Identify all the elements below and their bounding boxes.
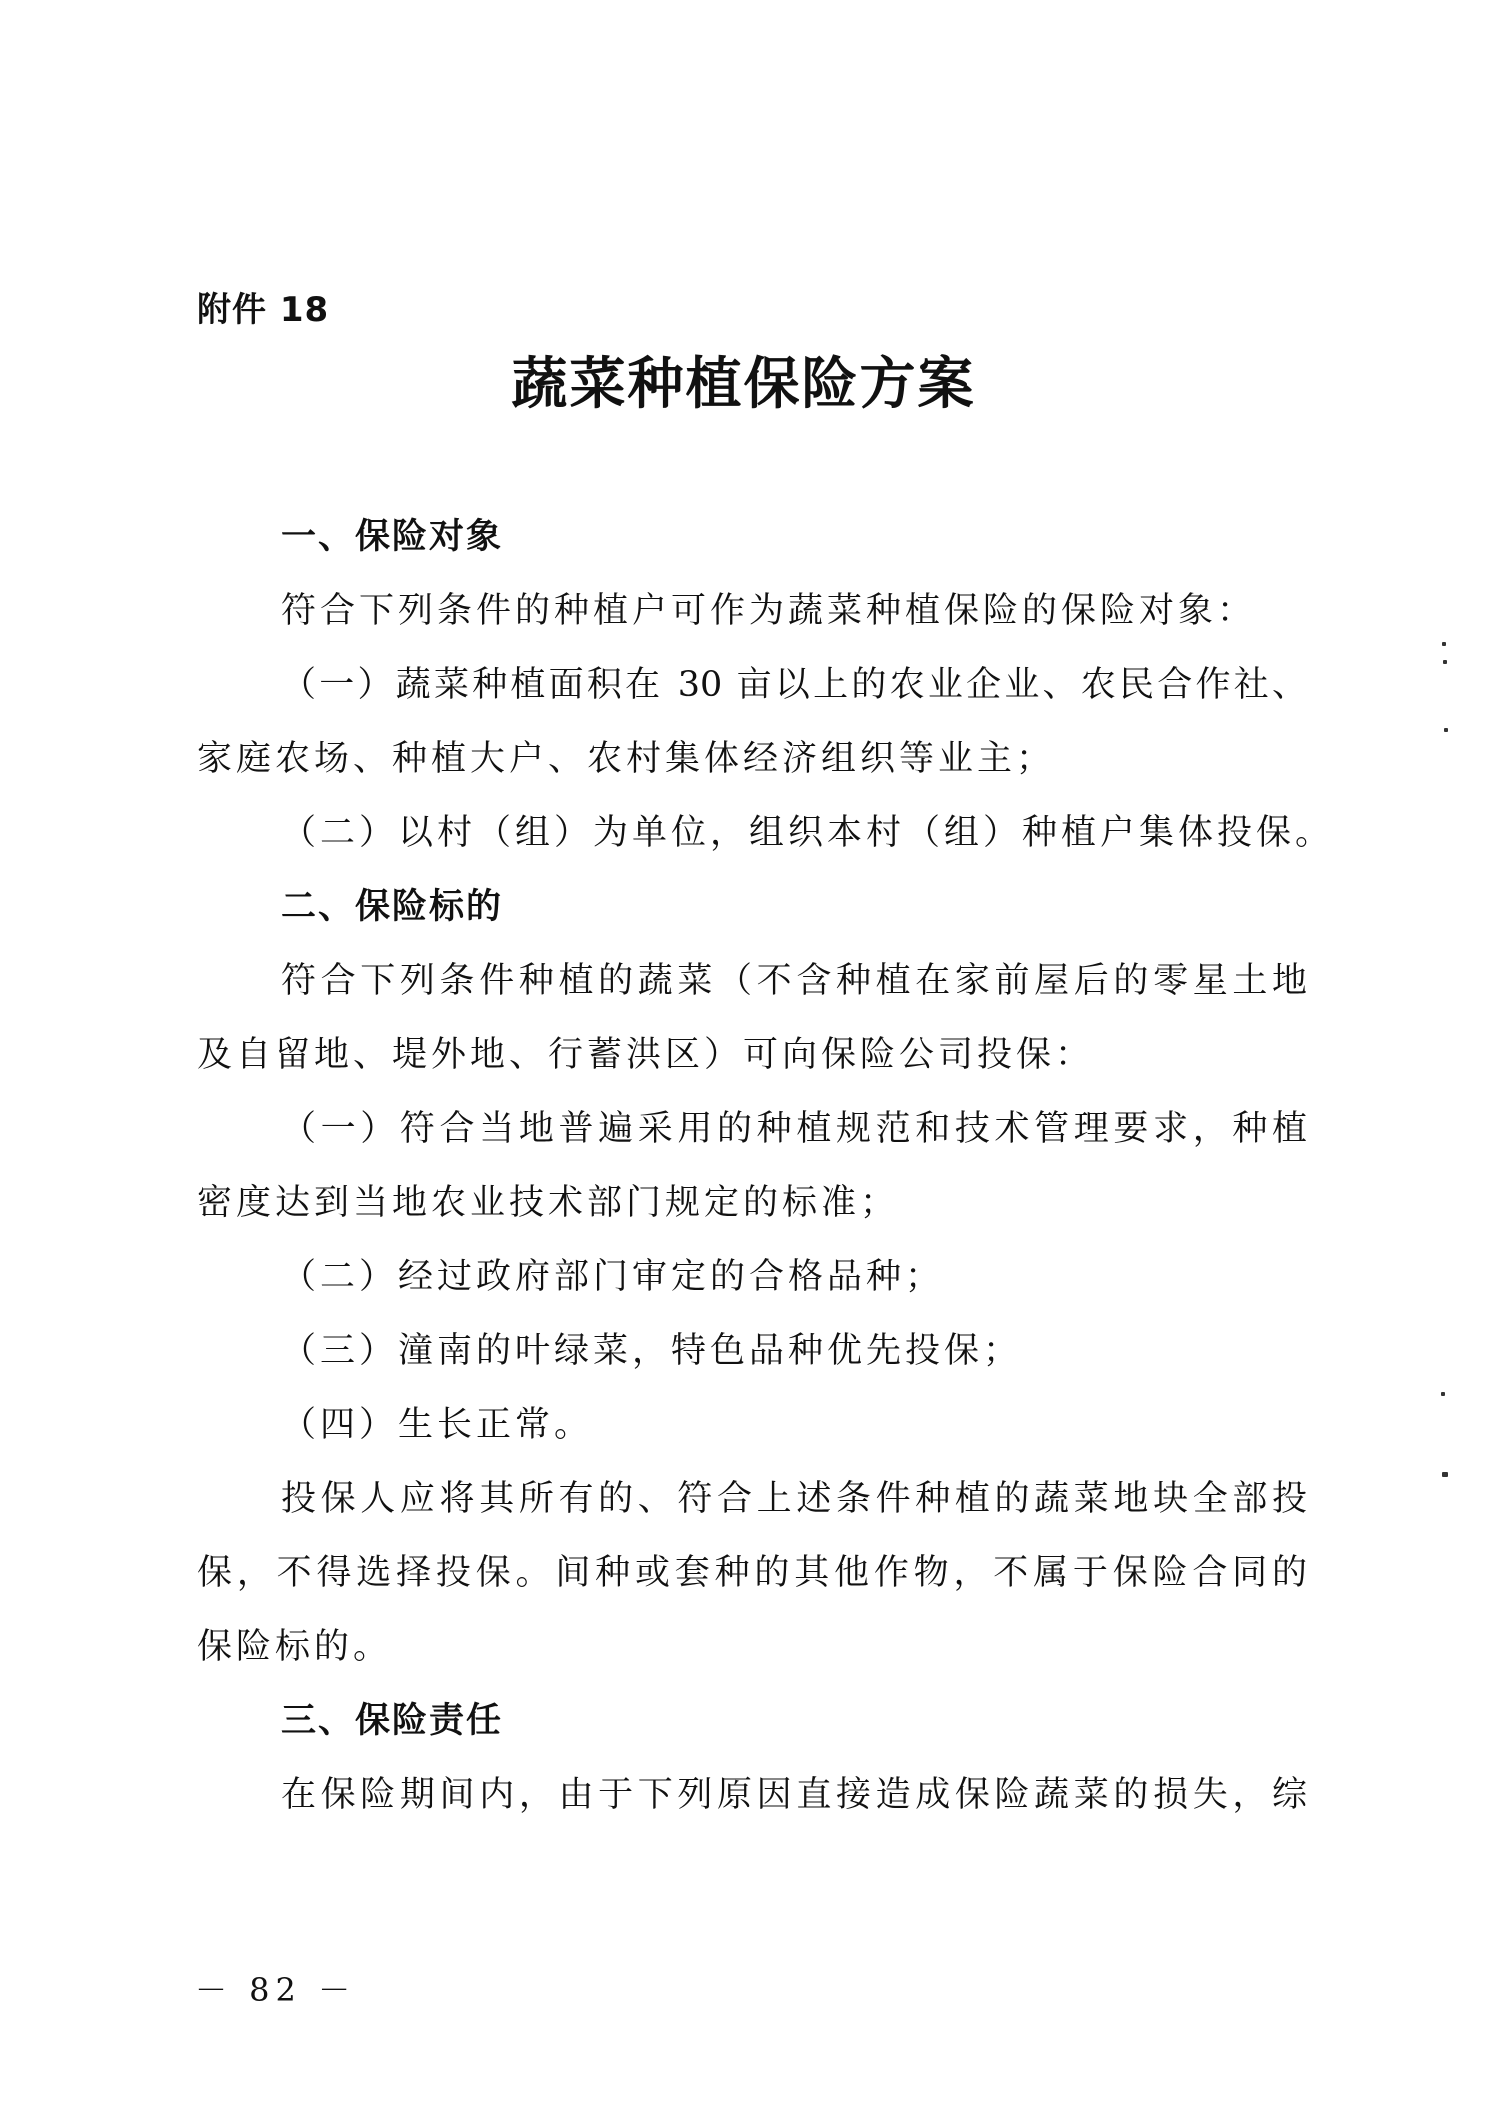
document-title: 蔬菜种植保险方案 [511,351,976,417]
page-number: － 82 － [195,1971,357,2009]
list-item: （四）生长正常。 [281,1405,594,1445]
paragraph: 符合下列条件的种植户可作为蔬菜种植保险的保险对象： [281,591,1257,631]
list-item-line: 家庭农场、种植大户、农村集体经济组织等业主； [197,739,1056,779]
list-item: （三）潼南的叶绿菜，特色品种优先投保； [281,1331,1023,1371]
paragraph-line: 保险标的。 [197,1627,393,1667]
scan-speck [1444,728,1448,732]
document-body [197,500,1335,1832]
scan-speck [1442,642,1446,646]
attachment-label: 附件 18 [197,290,330,330]
scan-speck [1442,1472,1448,1477]
section-heading-insurance-liability: 三、保险责任 [281,1701,504,1741]
list-item: （二）以村（组）为单位，组织本村（组）种植户集体投保。 [281,813,1335,853]
list-item-line: （一）蔬菜种植面积在 30 亩以上的农业企业、农民合作社、 [281,665,1307,705]
list-item-line: 密度达到当地农业技术部门规定的标准； [197,1183,900,1223]
paragraph-line: 符合下列条件种植的蔬菜（不含种植在家前屋后的零星土地 [281,961,1307,1001]
paragraph-line: 在保险期间内，由于下列原因直接造成保险蔬菜的损失，综 [281,1775,1307,1815]
paragraph-line: 及自留地、堤外地、行蓄洪区）可向保险公司投保： [197,1035,1095,1075]
section-heading-insured-subject: 二、保险标的 [281,887,504,927]
paragraph-line: 投保人应将其所有的、符合上述条件种植的蔬菜地块全部投 [281,1479,1307,1519]
scan-speck [1443,660,1447,664]
section-heading-insured-objects: 一、保险对象 [281,517,504,557]
paragraph-line: 保，不得选择投保。间种或套种的其他作物，不属于保险合同的 [197,1553,1307,1593]
list-item: （二）经过政府部门审定的合格品种； [281,1257,945,1297]
list-item-line: （一）符合当地普遍采用的种植规范和技术管理要求，种植 [281,1109,1307,1149]
scan-speck [1441,1392,1445,1396]
